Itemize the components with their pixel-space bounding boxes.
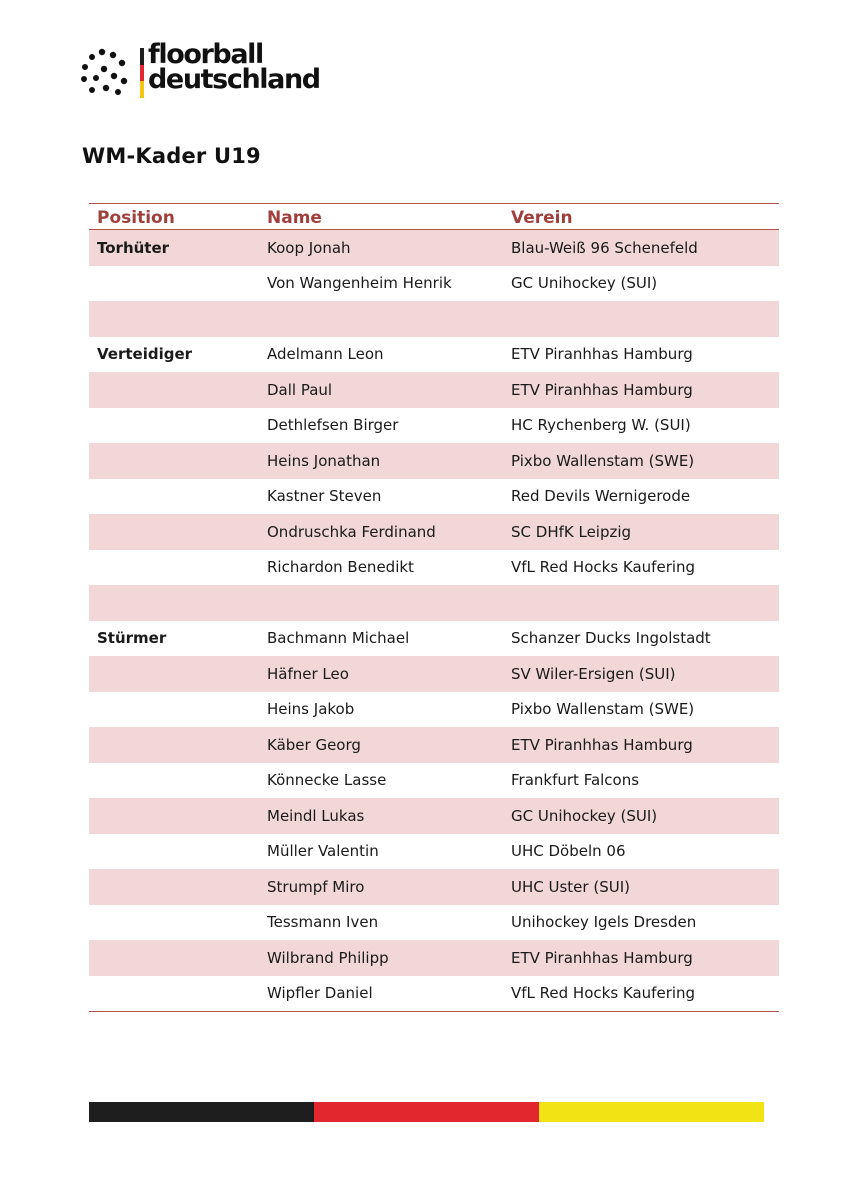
table-row [89,798,779,834]
cell-name: Adelmann Leon [267,345,384,364]
flag-stripe-red [314,1102,539,1122]
cell-name: Könnecke Lasse [267,771,387,790]
table-row [89,479,779,515]
table-row [89,905,779,941]
table-row [89,621,779,657]
cell-club: GC Unihockey (SUI) [511,274,658,293]
table-row [89,514,779,550]
cell-club: Unihockey Igels Dresden [511,913,697,932]
cell-club: UHC Uster (SUI) [511,877,630,896]
cell-name: Koop Jonah [267,238,351,257]
cell-name: Richardon Benedikt [267,558,414,577]
cell-club: Red Devils Wernigerode [511,487,691,506]
table-row [89,656,779,692]
table-row [89,940,779,976]
cell-name: Käber Georg [267,735,361,754]
table-row [89,692,779,728]
table-row [89,372,779,408]
cell-name: Kastner Steven [267,487,382,506]
cell-club: HC Rychenberg W. (SUI) [511,416,691,435]
table-row [89,834,779,870]
cell-name: Tessmann Iven [267,913,379,932]
cell-club: ETV Piranhhas Hamburg [511,380,693,399]
roster-body [89,230,779,1011]
footer-flag-stripe [89,1102,764,1122]
cell-club: GC Unihockey (SUI) [511,806,658,825]
table-row [89,727,779,763]
table-row [89,550,779,586]
table-row [89,869,779,905]
cell-club: Pixbo Wallenstam (SWE) [511,451,695,470]
cell-position: Verteidiger [97,345,193,364]
cell-name: Wilbrand Philipp [267,948,389,967]
floorball-ball-icon [80,48,130,98]
cell-name: Meindl Lukas [267,806,365,825]
cell-position: Stürmer [97,629,167,648]
table-row [89,443,779,479]
cell-name: Dethlefsen Birger [267,416,399,435]
cell-club: Pixbo Wallenstam (SWE) [511,700,695,719]
table-row [89,585,779,621]
header-club: Verein [511,208,573,228]
table-row [89,408,779,444]
roster-bottom-rule [89,1011,779,1012]
logo-line-2: deutschland [148,64,320,95]
cell-club: Schanzer Ducks Ingolstadt [511,629,711,648]
cell-name: Heins Jakob [267,700,355,719]
roster-header-row [89,204,779,230]
flag-bar-red [140,65,144,82]
cell-club: SC DHfK Leipzig [511,522,632,541]
table-row [89,230,779,266]
cell-club: UHC Döbeln 06 [511,842,626,861]
flag-stripe-gold [539,1102,764,1122]
flag-stripe-black [89,1102,314,1122]
cell-club: ETV Piranhhas Hamburg [511,345,693,364]
roster-table [89,203,779,1012]
header-name: Name [267,208,322,228]
table-row [89,763,779,799]
page-title: WM-Kader U19 [82,144,261,168]
logo-wordmark [148,39,320,95]
cell-club: VfL Red Hocks Kaufering [511,984,696,1003]
table-row [89,301,779,337]
header-position: Position [97,208,175,228]
table-row [89,337,779,373]
cell-name: Bachmann Michael [267,629,410,648]
table-row [89,976,779,1012]
flag-bar-gold [140,81,144,98]
logo-line-1: floorball [148,39,263,70]
cell-name: Heins Jonathan [267,451,381,470]
cell-name: Ondruschka Ferdinand [267,522,436,541]
cell-club: VfL Red Hocks Kaufering [511,558,696,577]
cell-club: Frankfurt Falcons [511,771,640,790]
cell-name: Wipfler Daniel [267,984,373,1003]
logo-flag-bars [140,48,144,98]
cell-name: Dall Paul [267,380,333,399]
cell-name: Von Wangenheim Henrik [267,274,452,293]
cell-club: ETV Piranhhas Hamburg [511,948,693,967]
cell-club: ETV Piranhhas Hamburg [511,735,693,754]
floorball-deutschland-logo [80,39,380,104]
cell-club: SV Wiler-Ersigen (SUI) [511,664,676,683]
cell-position: Torhüter [97,238,170,257]
cell-club: Blau-Weiß 96 Schenefeld [511,238,698,257]
table-row [89,266,779,302]
cell-name: Müller Valentin [267,842,379,861]
flag-bar-black [140,48,144,65]
cell-name: Strumpf Miro [267,877,365,896]
cell-name: Häfner Leo [267,664,349,683]
